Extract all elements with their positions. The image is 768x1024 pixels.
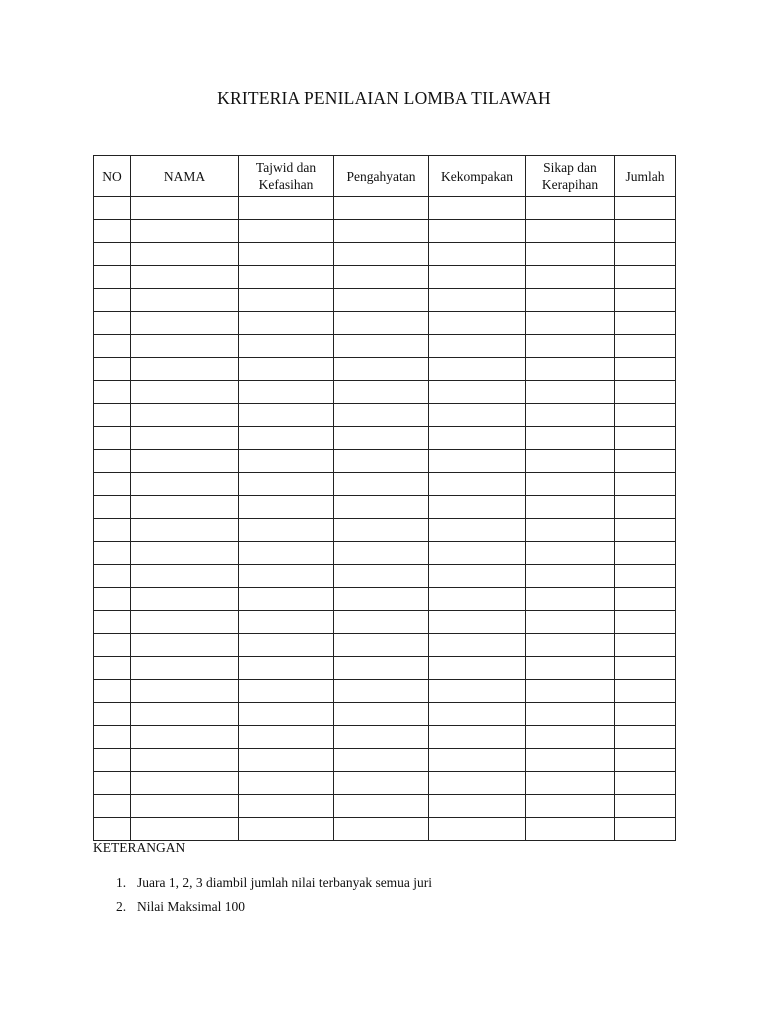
table-row [94, 381, 676, 404]
cell-jumlah [615, 404, 676, 427]
notes-heading: KETERANGAN [93, 840, 186, 855]
note-text: Nilai Maksimal 100 [137, 899, 245, 914]
cell-sikap [526, 565, 615, 588]
cell-tajwid [239, 404, 334, 427]
cell-kekompakan [429, 289, 526, 312]
cell-pengahyatan [334, 611, 429, 634]
cell-tajwid [239, 358, 334, 381]
cell-tajwid [239, 611, 334, 634]
cell-kekompakan [429, 588, 526, 611]
cell-tajwid [239, 818, 334, 841]
cell-sikap [526, 634, 615, 657]
cell-no [94, 749, 131, 772]
cell-pengahyatan [334, 519, 429, 542]
cell-sikap [526, 749, 615, 772]
cell-kekompakan [429, 450, 526, 473]
cell-nama [131, 473, 239, 496]
cell-kekompakan [429, 795, 526, 818]
cell-jumlah [615, 542, 676, 565]
cell-jumlah [615, 220, 676, 243]
cell-no [94, 588, 131, 611]
cell-nama [131, 611, 239, 634]
cell-nama [131, 404, 239, 427]
cell-nama [131, 542, 239, 565]
cell-tajwid [239, 289, 334, 312]
cell-nama [131, 772, 239, 795]
column-header-pengahyatan: Pengahyatan [334, 156, 429, 197]
table-row [94, 496, 676, 519]
cell-kekompakan [429, 749, 526, 772]
cell-sikap [526, 473, 615, 496]
cell-sikap [526, 450, 615, 473]
cell-tajwid [239, 312, 334, 335]
cell-jumlah [615, 726, 676, 749]
cell-kekompakan [429, 772, 526, 795]
cell-sikap [526, 772, 615, 795]
cell-kekompakan [429, 312, 526, 335]
note-number: 2. [116, 899, 127, 914]
cell-pengahyatan [334, 197, 429, 220]
table-row [94, 542, 676, 565]
cell-no [94, 335, 131, 358]
cell-jumlah [615, 197, 676, 220]
cell-nama [131, 818, 239, 841]
cell-tajwid [239, 473, 334, 496]
cell-pengahyatan [334, 335, 429, 358]
cell-nama [131, 634, 239, 657]
cell-sikap [526, 220, 615, 243]
cell-nama [131, 703, 239, 726]
cell-kekompakan [429, 220, 526, 243]
cell-sikap [526, 358, 615, 381]
cell-nama [131, 243, 239, 266]
cell-no [94, 427, 131, 450]
cell-jumlah [615, 818, 676, 841]
cell-tajwid [239, 197, 334, 220]
column-header-nama: NAMA [131, 156, 239, 197]
table-row [94, 197, 676, 220]
table-row [94, 588, 676, 611]
cell-jumlah [615, 289, 676, 312]
cell-nama [131, 427, 239, 450]
cell-jumlah [615, 611, 676, 634]
cell-jumlah [615, 588, 676, 611]
cell-nama [131, 197, 239, 220]
cell-nama [131, 220, 239, 243]
cell-kekompakan [429, 726, 526, 749]
cell-kekompakan [429, 381, 526, 404]
cell-tajwid [239, 335, 334, 358]
cell-tajwid [239, 450, 334, 473]
cell-tajwid [239, 634, 334, 657]
cell-nama [131, 680, 239, 703]
table-row [94, 450, 676, 473]
cell-no [94, 496, 131, 519]
cell-nama [131, 358, 239, 381]
cell-no [94, 772, 131, 795]
cell-pengahyatan [334, 220, 429, 243]
column-header-jumlah: Jumlah [615, 156, 676, 197]
cell-jumlah [615, 565, 676, 588]
cell-kekompakan [429, 542, 526, 565]
score-table [93, 155, 676, 841]
cell-sikap [526, 703, 615, 726]
table-row [94, 795, 676, 818]
cell-no [94, 657, 131, 680]
cell-kekompakan [429, 473, 526, 496]
cell-tajwid [239, 772, 334, 795]
cell-nama [131, 657, 239, 680]
cell-no [94, 680, 131, 703]
table-row [94, 427, 676, 450]
cell-kekompakan [429, 703, 526, 726]
cell-no [94, 289, 131, 312]
cell-tajwid [239, 565, 334, 588]
cell-no [94, 220, 131, 243]
cell-jumlah [615, 680, 676, 703]
table-row [94, 611, 676, 634]
note-number: 1. [116, 875, 127, 890]
cell-sikap [526, 404, 615, 427]
cell-nama [131, 335, 239, 358]
cell-nama [131, 749, 239, 772]
cell-tajwid [239, 680, 334, 703]
cell-sikap [526, 542, 615, 565]
notes-list [116, 874, 432, 922]
cell-pengahyatan [334, 243, 429, 266]
cell-pengahyatan [334, 358, 429, 381]
cell-kekompakan [429, 243, 526, 266]
cell-sikap [526, 818, 615, 841]
cell-no [94, 473, 131, 496]
table-row [94, 634, 676, 657]
cell-kekompakan [429, 818, 526, 841]
cell-pengahyatan [334, 404, 429, 427]
cell-no [94, 611, 131, 634]
cell-no [94, 404, 131, 427]
cell-no [94, 266, 131, 289]
cell-tajwid [239, 542, 334, 565]
cell-no [94, 197, 131, 220]
column-header-tajwid: Tajwid dan Kefasihan [239, 156, 334, 197]
cell-no [94, 312, 131, 335]
cell-jumlah [615, 381, 676, 404]
note-text: Juara 1, 2, 3 diambil jumlah nilai terbanyak semua juri [137, 875, 433, 890]
cell-jumlah [615, 496, 676, 519]
table-row [94, 473, 676, 496]
cell-jumlah [615, 243, 676, 266]
cell-kekompakan [429, 634, 526, 657]
cell-tajwid [239, 243, 334, 266]
cell-nama [131, 565, 239, 588]
table-row [94, 657, 676, 680]
cell-jumlah [615, 427, 676, 450]
table-row [94, 289, 676, 312]
cell-pengahyatan [334, 634, 429, 657]
cell-jumlah [615, 266, 676, 289]
cell-no [94, 381, 131, 404]
table-row [94, 726, 676, 749]
cell-kekompakan [429, 427, 526, 450]
cell-pengahyatan [334, 473, 429, 496]
cell-jumlah [615, 358, 676, 381]
table-row [94, 220, 676, 243]
cell-kekompakan [429, 519, 526, 542]
cell-sikap [526, 335, 615, 358]
cell-sikap [526, 726, 615, 749]
cell-sikap [526, 519, 615, 542]
cell-sikap [526, 680, 615, 703]
cell-sikap [526, 289, 615, 312]
score-table-body [94, 197, 676, 841]
column-header-no: NO [94, 156, 131, 197]
table-row [94, 818, 676, 841]
cell-tajwid [239, 381, 334, 404]
cell-sikap [526, 496, 615, 519]
cell-tajwid [239, 703, 334, 726]
cell-kekompakan [429, 266, 526, 289]
cell-sikap [526, 588, 615, 611]
cell-nama [131, 519, 239, 542]
cell-no [94, 634, 131, 657]
cell-sikap [526, 197, 615, 220]
cell-kekompakan [429, 657, 526, 680]
table-row [94, 749, 676, 772]
cell-no [94, 726, 131, 749]
cell-jumlah [615, 519, 676, 542]
cell-pengahyatan [334, 772, 429, 795]
cell-sikap [526, 243, 615, 266]
cell-no [94, 358, 131, 381]
cell-no [94, 542, 131, 565]
cell-jumlah [615, 312, 676, 335]
cell-jumlah [615, 795, 676, 818]
cell-nama [131, 312, 239, 335]
table-row [94, 266, 676, 289]
page-title: KRITERIA PENILAIAN LOMBA TILAWAH [217, 88, 551, 108]
cell-pengahyatan [334, 703, 429, 726]
cell-pengahyatan [334, 565, 429, 588]
cell-kekompakan [429, 358, 526, 381]
cell-kekompakan [429, 404, 526, 427]
cell-no [94, 243, 131, 266]
cell-nama [131, 266, 239, 289]
cell-jumlah [615, 703, 676, 726]
cell-tajwid [239, 726, 334, 749]
cell-tajwid [239, 657, 334, 680]
cell-nama [131, 726, 239, 749]
table-row [94, 680, 676, 703]
table-row [94, 358, 676, 381]
cell-no [94, 565, 131, 588]
cell-no [94, 519, 131, 542]
cell-nama [131, 450, 239, 473]
cell-pengahyatan [334, 312, 429, 335]
cell-pengahyatan [334, 749, 429, 772]
cell-sikap [526, 657, 615, 680]
cell-sikap [526, 611, 615, 634]
table-row [94, 335, 676, 358]
cell-jumlah [615, 772, 676, 795]
cell-kekompakan [429, 335, 526, 358]
cell-jumlah [615, 473, 676, 496]
cell-sikap [526, 427, 615, 450]
table-row [94, 703, 676, 726]
cell-pengahyatan [334, 496, 429, 519]
column-header-sikap: Sikap dan Kerapihan [526, 156, 615, 197]
note-item [116, 874, 432, 898]
cell-nama [131, 289, 239, 312]
cell-tajwid [239, 266, 334, 289]
cell-tajwid [239, 588, 334, 611]
cell-no [94, 450, 131, 473]
cell-kekompakan [429, 496, 526, 519]
cell-pengahyatan [334, 381, 429, 404]
cell-tajwid [239, 749, 334, 772]
cell-sikap [526, 312, 615, 335]
table-row [94, 312, 676, 335]
cell-kekompakan [429, 680, 526, 703]
cell-nama [131, 588, 239, 611]
cell-tajwid [239, 427, 334, 450]
cell-pengahyatan [334, 657, 429, 680]
cell-pengahyatan [334, 266, 429, 289]
cell-jumlah [615, 450, 676, 473]
cell-no [94, 703, 131, 726]
cell-kekompakan [429, 197, 526, 220]
table-row [94, 519, 676, 542]
table-row [94, 565, 676, 588]
cell-jumlah [615, 749, 676, 772]
cell-pengahyatan [334, 795, 429, 818]
cell-pengahyatan [334, 289, 429, 312]
cell-sikap [526, 266, 615, 289]
table-row [94, 772, 676, 795]
cell-pengahyatan [334, 588, 429, 611]
cell-tajwid [239, 220, 334, 243]
cell-tajwid [239, 795, 334, 818]
column-header-kekompakan: Kekompakan [429, 156, 526, 197]
cell-jumlah [615, 657, 676, 680]
cell-no [94, 818, 131, 841]
header-row [94, 156, 676, 197]
cell-nama [131, 795, 239, 818]
cell-kekompakan [429, 611, 526, 634]
cell-tajwid [239, 496, 334, 519]
cell-tajwid [239, 519, 334, 542]
cell-no [94, 795, 131, 818]
cell-kekompakan [429, 565, 526, 588]
note-item [116, 898, 432, 922]
cell-pengahyatan [334, 427, 429, 450]
cell-pengahyatan [334, 818, 429, 841]
cell-pengahyatan [334, 726, 429, 749]
table-row [94, 243, 676, 266]
cell-pengahyatan [334, 450, 429, 473]
cell-nama [131, 381, 239, 404]
cell-nama [131, 496, 239, 519]
table-row [94, 404, 676, 427]
cell-jumlah [615, 335, 676, 358]
cell-pengahyatan [334, 542, 429, 565]
cell-sikap [526, 381, 615, 404]
cell-jumlah [615, 634, 676, 657]
cell-sikap [526, 795, 615, 818]
cell-pengahyatan [334, 680, 429, 703]
